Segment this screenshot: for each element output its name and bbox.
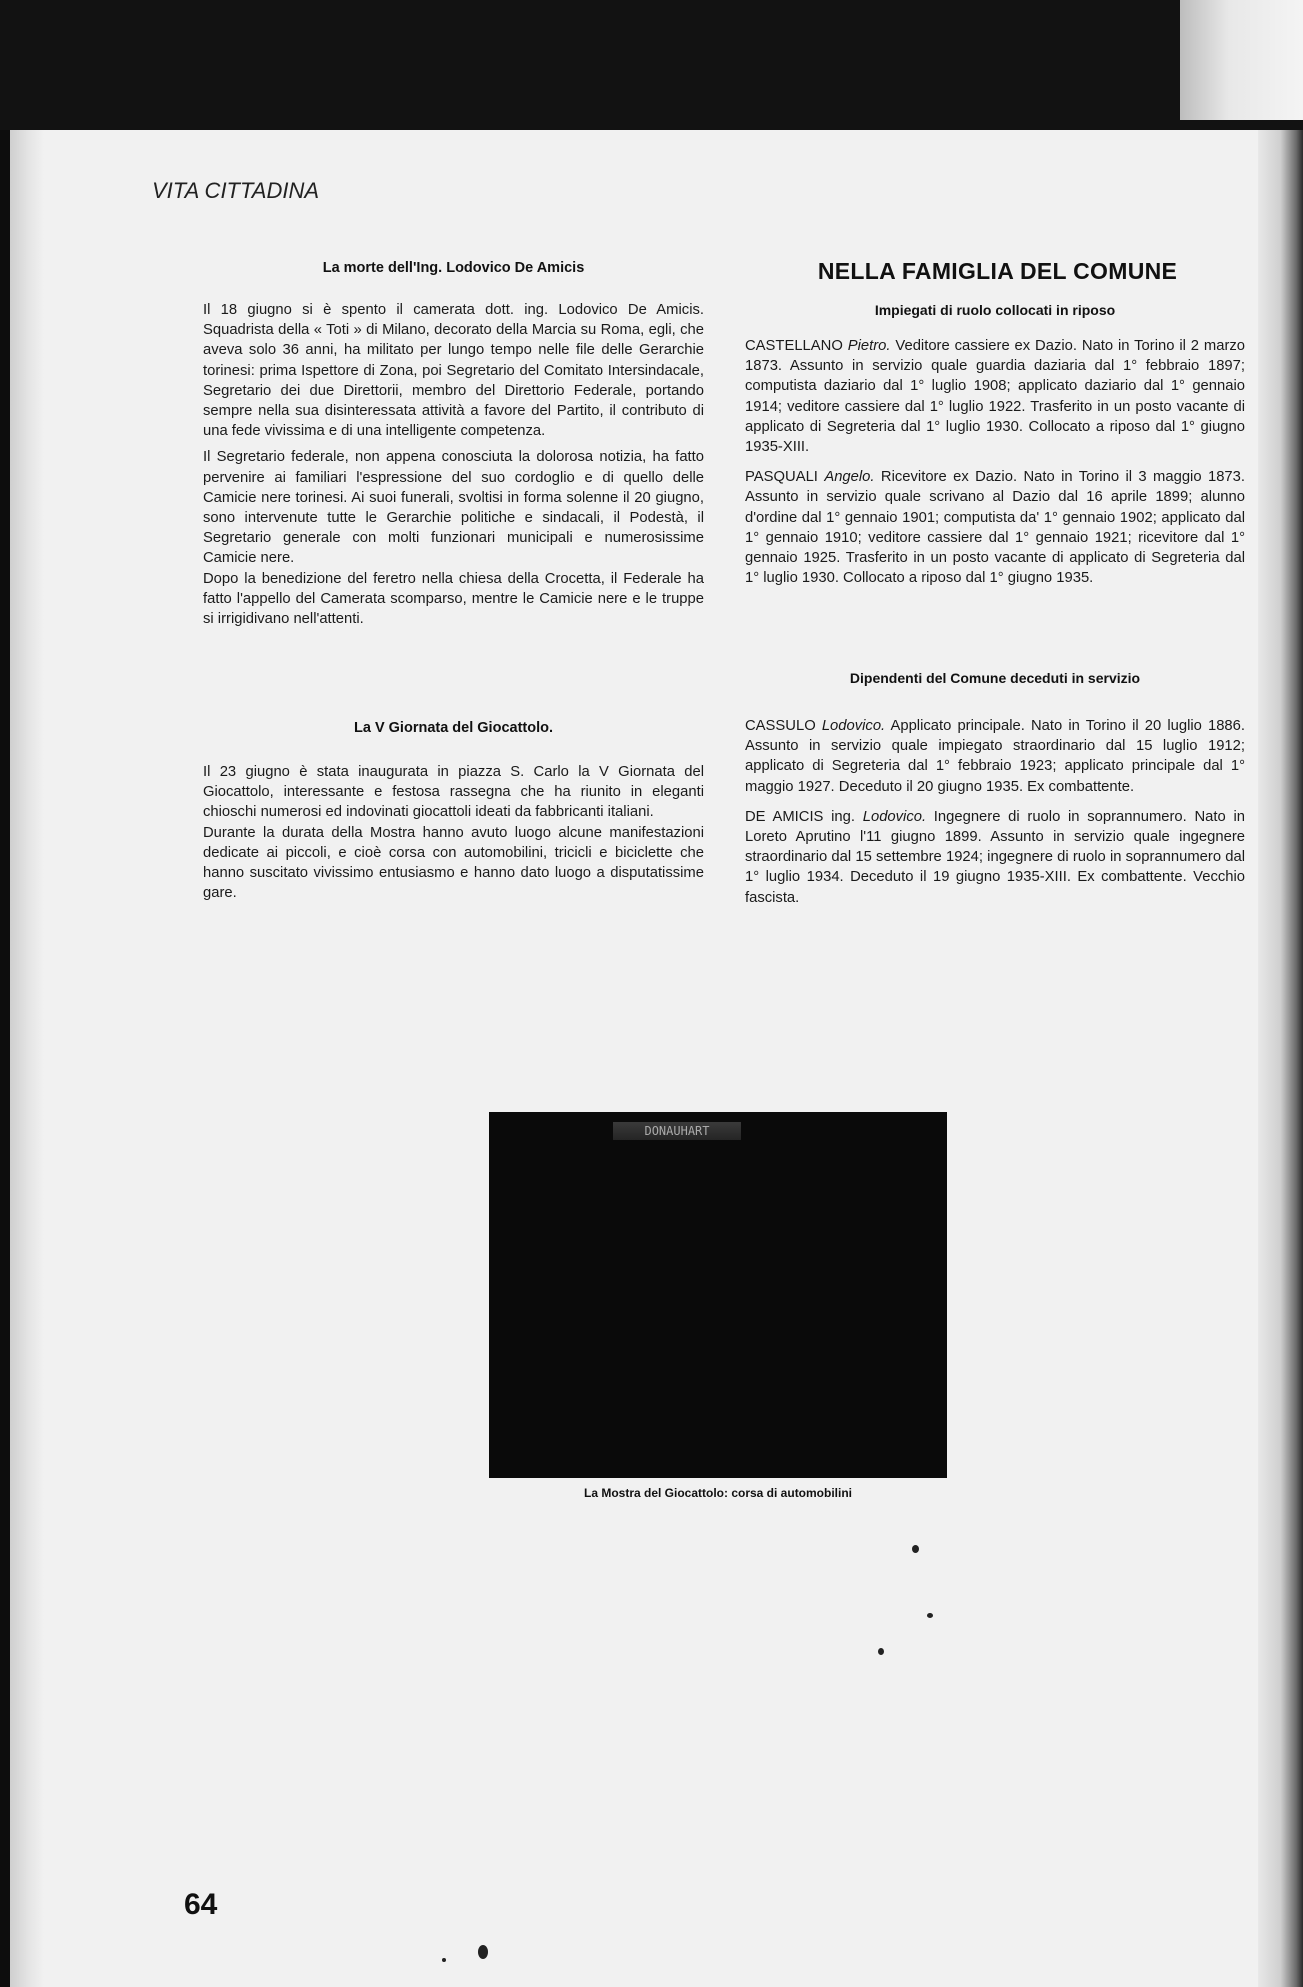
entry-de-amicis <box>745 807 1245 908</box>
right-column-section2 <box>745 670 1245 918</box>
entry-text: Ricevitore ex Dazio. Nato in Torino il 3 maggio 1873. Assunto in servizio quale scrivano al Dazio dal 16 aprile 1899; alunno d'ordine dal 1° gennaio 1901; computista da' 1° gennaio 1902; applicato dal 1° gennaio 1910; veditore cassiere dal 1° gennaio 1921; ricevitore dal 1° gennaio 1925. Trasferito in un posto vacante di applicato di Segreteria dal 1° luglio 1930. Collocato a riposo dal 1° giugno 1935. <box>745 469 1245 587</box>
section-label: VITA CITTADINA <box>152 178 320 203</box>
print-speck <box>478 1945 488 1959</box>
photo-mostra-giocattolo <box>489 1112 947 1478</box>
page-number: 64 <box>184 1888 218 1921</box>
article-paragraph: Il Segretario federale, non appena conosciuta la dolorosa notizia, ha fatto pervenire ai familiari l'espressione del suo cordoglio e di quello delle Camicie nere torinesi. Ai suoi funerali, svoltisi in forma solenne il 20 giugno, sono intervenute tutte le Gerarchie politiche e sindacali, il Podestà, il Segretario generale con molti funzionari municipali e numerosissime Camicie nere. <box>203 449 704 567</box>
entry-surname: CASTELLANO <box>745 338 843 354</box>
entry-surname: CASSULO <box>745 718 816 734</box>
left-column <box>203 260 704 629</box>
entry-text: Veditore cassiere ex Dazio. Nato in Torino il 2 marzo 1873. Assunto in servizio quale guardia daziaria dal 1° febbraio 1897; computista daziario dal 1° luglio 1908; applicato daziario dal 1° gennaio 1914; veditore cassiere dal 1° luglio 1922. Trasferito in un posto vacante di applicato di Segreteria dal 1° luglio 1930. Collocato a riposo dal 1° giugno 1935-XIII. <box>745 338 1245 456</box>
photo-caption: La Mostra del Giocattolo: corsa di automobilini <box>583 1486 853 1500</box>
print-speck <box>442 1958 446 1962</box>
scan-top-gap <box>1180 0 1303 120</box>
right-column-section1 <box>745 302 1245 598</box>
section-title-riposo: Impiegati di ruolo collocati in riposo <box>874 302 1116 318</box>
article-paragraph: Il 18 giugno si è spento il camerata dott. ing. Lodovico De Amicis. Squadrista della « Toti » di Milano, decorato della Marcia su Roma, egli, che aveva solo 36 anni, ha militato per lungo tempo nelle file delle Gerarchie torinesi: prima Ispettore di Zona, poi Segretario del Comitato Intersindacale, Segretario dei due Direttorii, membro del Direttorio Federale, portando sempre nella sua disinteressata attività a favore del Partito, il contributo di una fede vivissima e di una intelligente competenza. <box>203 302 704 440</box>
print-speck <box>878 1648 884 1655</box>
article-paragraph: Durante la durata della Mostra hanno avuto luogo alcune manifestazioni dedicate ai piccoli, e cioè corsa con automobilini, tricicli e biciclette che hanno suscitato vivissimo entusiasmo e hanno dato luogo a disputatissime gare. <box>203 824 704 902</box>
page-binding-shadow <box>10 130 44 1987</box>
entry-castellano <box>745 336 1245 457</box>
section-title-deceduti: Dipendenti del Comune deceduti in servizio <box>849 670 1141 686</box>
entry-firstname: Lodovico. <box>821 718 886 734</box>
entry-cassulo <box>745 716 1245 797</box>
entry-firstname: Pietro. <box>847 338 891 354</box>
left-column-article2 <box>203 720 704 903</box>
article-title-de-amicis: La morte dell'Ing. Lodovico De Amicis <box>322 260 585 276</box>
entry-text: Ingegnere di ruolo in soprannumero. Nato in Loreto Aprutino l'11 giugno 1899. Assunto in servizio quale ingegnere straordinario dal 15 settembre 1924; ingegnere di ruolo in soprannumero dal 1° luglio 1934. Deceduto il 19 giugno 1935-XIII. Ex combattente. Vecchio fascista. <box>745 808 1245 906</box>
entry-pasquali <box>745 467 1245 588</box>
entry-surname: PASQUALI <box>745 469 818 486</box>
scan-top-border <box>0 0 1303 130</box>
entry-firstname: Angelo. <box>824 469 875 486</box>
entry-surname: DE AMICIS ing. <box>745 808 856 825</box>
article-title-giocattolo: La V Giornata del Giocattolo. <box>354 720 553 736</box>
entry-text: Applicato principale. Nato in Torino il 20 luglio 1886. Assunto in servizio quale impiegato straordinario dal 15 luglio 1912; applicato di Segreteria dal 1° febbraio 1923; applicato principale dal 1° maggio 1927. Deceduto il 20 giugno 1935. Ex combattente. <box>745 718 1246 795</box>
print-speck <box>927 1613 933 1618</box>
article-paragraph: Dopo la benedizione del feretro nella chiesa della Crocetta, il Federale ha fatto l'appello del Camerata scomparso, mentre le Camicie nere e le truppe si irrigidivano nell'attenti. <box>203 570 704 628</box>
print-speck <box>912 1545 919 1553</box>
article-paragraph: Il 23 giugno è stata inaugurata in piazza S. Carlo la V Giornata del Giocattolo, interessante e festosa rassegna che ha riunito in eleganti chioschi numerosi ed indovinati giocattoli ideati da fabbricanti italiani. <box>203 764 704 821</box>
page-right-edge-shadow <box>1258 130 1303 1987</box>
entry-firstname: Lodovico. <box>862 808 927 825</box>
main-title: NELLA FAMIGLIA DEL COMUNE <box>817 258 1178 284</box>
photo-banner-strip: DONAUHART <box>613 1122 741 1140</box>
